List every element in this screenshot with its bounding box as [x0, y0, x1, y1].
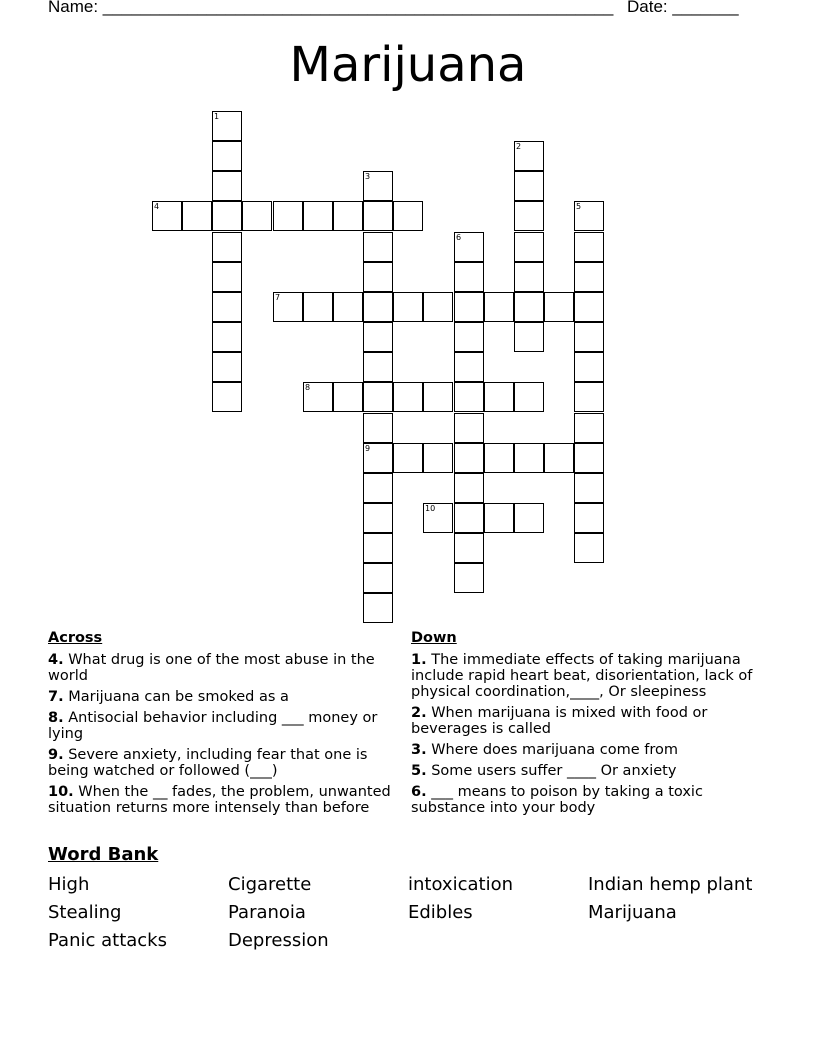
crossword-cell[interactable]	[212, 352, 242, 382]
crossword-cell[interactable]	[454, 262, 484, 292]
clue-across-7: 7. Marijuana can be smoked as a	[48, 689, 289, 705]
crossword-cell[interactable]	[363, 503, 393, 533]
cell-number: 3	[365, 172, 371, 181]
down-clues	[411, 630, 781, 821]
crossword-cell[interactable]	[363, 292, 393, 322]
crossword-cell[interactable]	[454, 473, 484, 503]
crossword-cell[interactable]	[514, 322, 544, 352]
crossword-cell[interactable]	[574, 322, 604, 352]
cell-number: 7	[275, 293, 281, 302]
word-bank-item: Depression	[228, 930, 329, 951]
crossword-cell[interactable]	[574, 232, 604, 262]
crossword-cell[interactable]	[212, 232, 242, 262]
crossword-cell[interactable]	[514, 503, 544, 533]
crossword-cell[interactable]	[484, 443, 514, 473]
crossword-cell[interactable]	[393, 382, 423, 412]
crossword-cell[interactable]	[393, 201, 423, 231]
crossword-cell[interactable]	[423, 382, 453, 412]
crossword-cell[interactable]	[454, 382, 484, 412]
crossword-cell[interactable]	[454, 292, 484, 322]
crossword-cell[interactable]	[152, 201, 182, 231]
crossword-cell[interactable]	[212, 382, 242, 412]
word-bank-item: intoxication	[408, 874, 513, 895]
crossword-cell[interactable]	[212, 201, 242, 231]
crossword-cell[interactable]	[574, 473, 604, 503]
crossword-cell[interactable]	[484, 292, 514, 322]
cell-number: 9	[365, 444, 371, 453]
crossword-cell[interactable]	[574, 503, 604, 533]
crossword-cell[interactable]	[574, 262, 604, 292]
crossword-cell[interactable]	[574, 201, 604, 231]
crossword-cell[interactable]	[363, 473, 393, 503]
crossword-cell[interactable]	[574, 352, 604, 382]
cell-number: 10	[425, 504, 436, 513]
clue-across-8: 8. Antisocial behavior including ___ money or lying	[48, 710, 378, 742]
crossword-cell[interactable]	[574, 292, 604, 322]
crossword-cell[interactable]	[514, 141, 544, 171]
name-field[interactable]: Name: ______________________________________________________	[48, 0, 614, 16]
crossword-cell[interactable]	[212, 141, 242, 171]
crossword-cell[interactable]	[303, 201, 333, 231]
crossword-cell[interactable]	[212, 292, 242, 322]
cell-number: 4	[154, 202, 160, 211]
crossword-cell[interactable]	[574, 533, 604, 563]
crossword-cell[interactable]	[212, 111, 242, 141]
crossword-cell[interactable]	[514, 292, 544, 322]
word-bank-item: Cigarette	[228, 874, 312, 895]
crossword-cell[interactable]	[574, 413, 604, 443]
crossword-cell[interactable]	[212, 171, 242, 201]
word-bank-item: Paranoia	[228, 902, 306, 923]
cell-number: 2	[516, 142, 522, 151]
crossword-cell[interactable]	[514, 443, 544, 473]
page-title: Marijuana	[289, 37, 527, 93]
cell-number: 8	[305, 383, 311, 392]
word-bank-item: Indian hemp plant	[588, 874, 753, 895]
crossword-cell[interactable]	[514, 382, 544, 412]
crossword-cell[interactable]	[363, 413, 393, 443]
word-bank-item: Marijuana	[588, 902, 677, 923]
crossword-cell[interactable]	[514, 201, 544, 231]
crossword-cell[interactable]	[363, 262, 393, 292]
crossword-cell[interactable]	[333, 201, 363, 231]
clue-down-5: 5. Some users suffer ____ Or anxiety	[411, 763, 677, 779]
crossword-cell[interactable]	[484, 382, 514, 412]
crossword-cell[interactable]	[363, 533, 393, 563]
cell-number: 6	[456, 233, 462, 242]
crossword-cell[interactable]	[363, 352, 393, 382]
clue-across-9: 9. Severe anxiety, including fear that one is being watched or followed (___)	[48, 747, 368, 779]
crossword-cell[interactable]	[454, 352, 484, 382]
crossword-cell[interactable]	[273, 292, 303, 322]
crossword-cell[interactable]	[574, 443, 604, 473]
crossword-cell[interactable]	[212, 262, 242, 292]
word-bank-item: Stealing	[48, 902, 122, 923]
across-clues	[48, 630, 408, 821]
date-field[interactable]: Date: _______	[627, 0, 739, 16]
crossword-cell[interactable]	[454, 443, 484, 473]
crossword-cell[interactable]	[242, 201, 272, 231]
crossword-cell[interactable]	[454, 232, 484, 262]
crossword-cell[interactable]	[454, 533, 484, 563]
crossword-cell[interactable]	[454, 322, 484, 352]
crossword-cell[interactable]	[363, 232, 393, 262]
across-heading: Across	[48, 630, 103, 646]
crossword-cell[interactable]	[363, 201, 393, 231]
crossword-cell[interactable]	[363, 322, 393, 352]
crossword-cell[interactable]	[514, 262, 544, 292]
crossword-cell[interactable]	[514, 232, 544, 262]
word-bank-title: Word Bank	[48, 844, 159, 865]
crossword-cell[interactable]	[423, 503, 453, 533]
crossword-cell[interactable]	[303, 382, 333, 412]
clue-across-10: 10. When the __ fades, the problem, unwanted situation returns more intensely than before	[48, 784, 391, 816]
crossword-cell[interactable]	[454, 413, 484, 443]
crossword-cell[interactable]	[544, 292, 574, 322]
cell-number: 1	[214, 112, 220, 121]
crossword-cell[interactable]	[273, 201, 303, 231]
crossword-cell[interactable]	[212, 322, 242, 352]
clue-across-4: 4. What drug is one of the most abuse in the world	[48, 652, 375, 684]
crossword-cell[interactable]	[363, 443, 393, 473]
crossword-cell[interactable]	[333, 292, 363, 322]
crossword-cell[interactable]	[574, 382, 604, 412]
clue-down-3: 3. Where does marijuana come from	[411, 742, 679, 758]
word-bank-item: High	[48, 874, 90, 895]
crossword-cell[interactable]	[544, 443, 574, 473]
crossword-cell[interactable]	[303, 292, 333, 322]
crossword-cell[interactable]	[363, 171, 393, 201]
crossword-cell[interactable]	[393, 292, 423, 322]
crossword-cell[interactable]	[363, 382, 393, 412]
crossword-cell[interactable]	[363, 563, 393, 593]
cell-number: 5	[576, 202, 582, 211]
word-bank-item: Edibles	[408, 902, 473, 923]
clue-down-1: 1. The immediate effects of taking marijuana include rapid heart beat, disorientation, lack of physical coordination,____, Or sleepiness	[411, 652, 753, 700]
crossword-cell[interactable]	[454, 563, 484, 593]
crossword-cell[interactable]	[484, 503, 514, 533]
crossword-cell[interactable]	[363, 593, 393, 623]
down-heading: Down	[411, 630, 457, 646]
crossword-cell[interactable]	[454, 503, 484, 533]
crossword-cell[interactable]	[393, 443, 423, 473]
word-bank-item: Panic attacks	[48, 930, 167, 951]
crossword-cell[interactable]	[423, 292, 453, 322]
crossword-cell[interactable]	[514, 171, 544, 201]
crossword-cell[interactable]	[333, 382, 363, 412]
crossword-cell[interactable]	[182, 201, 212, 231]
clue-down-6: 6. ___ means to poison by taking a toxic substance into your body	[411, 784, 703, 816]
crossword-cell[interactable]	[423, 443, 453, 473]
clue-down-2: 2. When marijuana is mixed with food or beverages is called	[411, 705, 708, 737]
